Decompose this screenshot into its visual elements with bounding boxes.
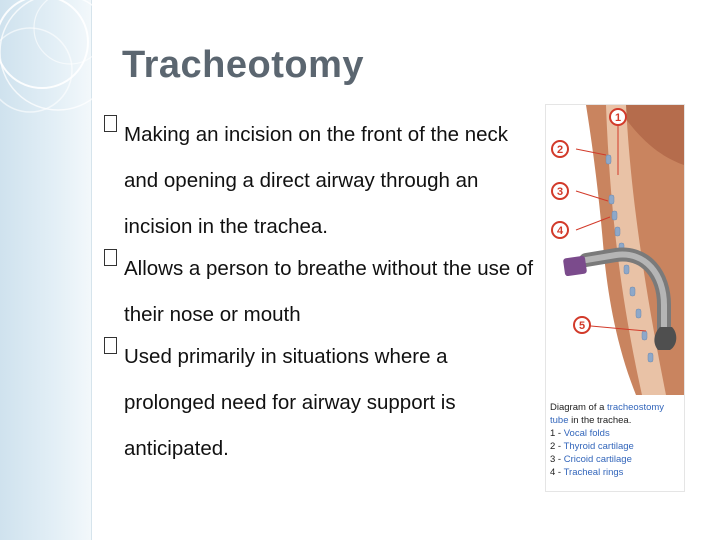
tracheal-rings-link[interactable]: Tracheal rings <box>563 467 624 478</box>
bullet-text: Used primarily in situations where a prolonged need for airway support is anticipated. <box>124 345 456 460</box>
bullet-item <box>104 334 534 472</box>
caption-item: 3 - Cricoid cartilage <box>550 454 632 465</box>
caption-item-number: 2 <box>550 441 556 452</box>
caption-item-number: 4 <box>550 467 556 478</box>
vocal-folds-link[interactable]: Vocal folds <box>563 428 610 439</box>
caption-prefix: Diagram of a <box>550 402 605 413</box>
marker-label: 5 <box>578 320 586 332</box>
thyroid-cartilage-link[interactable]: Thyroid cartilage <box>563 441 634 452</box>
caption-item: 4 - Tracheal rings <box>550 467 624 478</box>
tracheostomy-diagram <box>545 104 685 492</box>
checkbox-bullet-icon <box>104 337 117 354</box>
caption-item: 1 - Vocal folds <box>550 428 610 439</box>
bullet-text: Making an incision on the front of the neck and opening a direct airway through an incision in the trachea. <box>124 123 509 238</box>
bullet-item <box>104 246 534 338</box>
caption-item: 2 - Thyroid cartilage <box>550 441 634 452</box>
caption-suffix: in the trachea. <box>571 415 632 426</box>
bullet-list <box>104 124 534 480</box>
bullet-text: Allows a person to breathe without the use of their nose or mouth <box>124 257 534 326</box>
tracheostomy-link[interactable]: tracheostomy <box>607 402 665 413</box>
checkbox-bullet-icon <box>104 249 117 266</box>
tube-link[interactable]: tube <box>550 415 569 426</box>
marker-label: 1 <box>614 112 622 124</box>
tracheostomy-illustration <box>546 105 684 395</box>
diagram-caption <box>550 401 664 479</box>
marker-label: 2 <box>556 144 564 156</box>
bullet-item <box>104 112 534 250</box>
caption-item-number: 3 <box>550 454 556 465</box>
caption-item-number: 1 <box>550 428 556 439</box>
marker-label: 4 <box>556 225 564 237</box>
marker-label: 3 <box>556 186 564 198</box>
slide-title: Tracheotomy <box>122 44 365 86</box>
cricoid-cartilage-link[interactable]: Cricoid cartilage <box>563 454 632 465</box>
checkbox-bullet-icon <box>104 115 117 132</box>
